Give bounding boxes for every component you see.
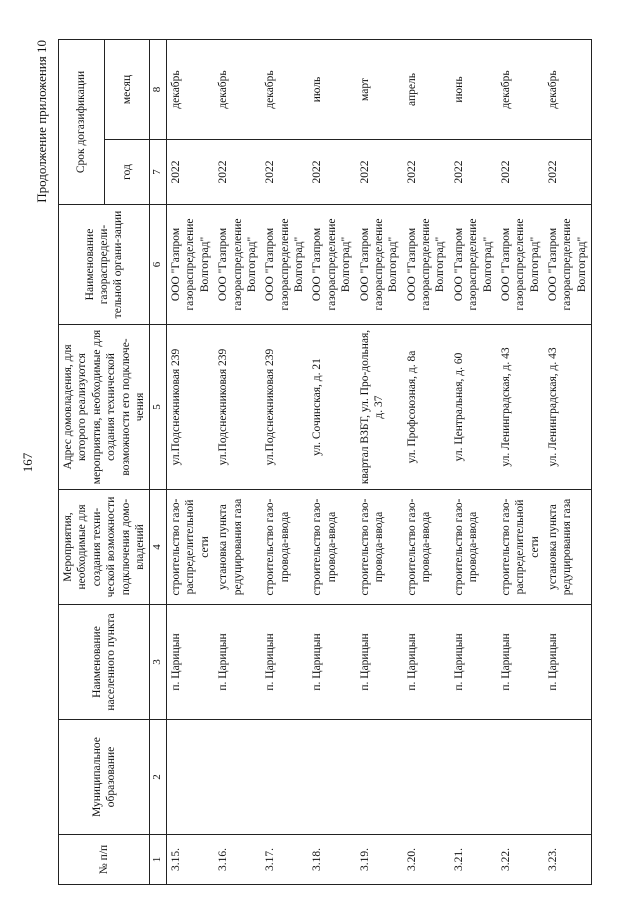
table-row [497, 40, 544, 885]
year-cell: 2022 [497, 140, 544, 205]
header-organization: Наименование газораспредели-тельной органи-зации [59, 205, 150, 325]
municipality-cell [403, 720, 450, 835]
column-number: 6 [150, 205, 167, 325]
measure-cell: строительство газо-провода-ввода [261, 490, 308, 605]
header-row [59, 40, 105, 885]
column-number: 8 [150, 40, 167, 140]
settlement-cell: п. Царицын [450, 605, 497, 720]
column-number: 5 [150, 325, 167, 490]
municipality-cell [214, 720, 261, 835]
column-number: 2 [150, 720, 167, 835]
month-cell: декабрь [497, 40, 544, 140]
year-cell: 2022 [544, 140, 592, 205]
header-municipality: Муниципальное образование [59, 720, 150, 835]
table-row [214, 40, 261, 885]
organization-cell: ООО "Газпром газораспределение Волгоград" [308, 205, 355, 325]
address-cell: ул.Подснежниковая 239 [261, 325, 308, 490]
row-number: 3.18. [308, 835, 355, 885]
year-cell: 2022 [308, 140, 355, 205]
header-year: год [104, 140, 150, 205]
table-row [403, 40, 450, 885]
year-cell: 2022 [261, 140, 308, 205]
measure-cell: строительство газо-распределительной сети [497, 490, 544, 605]
measure-cell: установка пункта редуцирования газа [544, 490, 592, 605]
row-number: 3.21. [450, 835, 497, 885]
settlement-cell: п. Царицын [167, 605, 215, 720]
table-row [261, 40, 308, 885]
month-cell: декабрь [261, 40, 308, 140]
measure-cell: строительство газо-провода-ввода [403, 490, 450, 605]
municipality-cell [167, 720, 215, 835]
month-cell: апрель [403, 40, 450, 140]
municipality-cell [544, 720, 592, 835]
address-cell: ул. Профсоюзная, д. 8а [403, 325, 450, 490]
address-cell: ул.Подснежниковая 239 [214, 325, 261, 490]
column-number: 4 [150, 490, 167, 605]
row-number: 3.20. [403, 835, 450, 885]
municipality-cell [497, 720, 544, 835]
measure-cell: строительство газо-распределительной сети [167, 490, 215, 605]
settlement-cell: п. Царицын [403, 605, 450, 720]
month-cell: декабрь [544, 40, 592, 140]
address-cell: ул.Подснежниковая 239 [167, 325, 215, 490]
address-cell: квартал ВЗБТ, ул. Про-дольная, д. 37 [356, 325, 403, 490]
organization-cell: ООО "Газпром газораспределение Волгоград" [261, 205, 308, 325]
table-row [356, 40, 403, 885]
header-address: Адрес домовладения, для которого реализуются мероприятия, необходимые для создания технической возможности его подключе-чения [59, 325, 150, 490]
settlement-cell: п. Царицын [544, 605, 592, 720]
table-row [308, 40, 355, 885]
municipality-cell [356, 720, 403, 835]
address-cell: ул. Центральная, д. 60 [450, 325, 497, 490]
settlement-cell: п. Царицын [497, 605, 544, 720]
rotated-content [20, 40, 620, 885]
row-number: 3.22. [497, 835, 544, 885]
header-term: Срок догазификации [59, 40, 105, 205]
organization-cell: ООО "Газпром газораспределение Волгоград" [214, 205, 261, 325]
settlement-cell: п. Царицын [261, 605, 308, 720]
settlement-cell: п. Царицын [214, 605, 261, 720]
table-row [450, 40, 497, 885]
organization-cell: ООО "Газпром газораспределение Волгоград" [167, 205, 215, 325]
organization-cell: ООО "Газпром газораспределение Волгоград" [544, 205, 592, 325]
month-cell: декабрь [214, 40, 261, 140]
month-cell: июнь [450, 40, 497, 140]
table-row [544, 40, 592, 885]
organization-cell: ООО "Газпром газораспределение Волгоград" [356, 205, 403, 325]
measure-cell: строительство газо-провода-ввода [308, 490, 355, 605]
gasification-table [58, 39, 592, 885]
row-number: 3.16. [214, 835, 261, 885]
month-cell: июль [308, 40, 355, 140]
row-number: 3.17. [261, 835, 308, 885]
municipality-cell [450, 720, 497, 835]
header-n: № п/п [59, 835, 150, 885]
header-settlement: Наименование населенного пункта [59, 605, 150, 720]
header-month: месяц [104, 40, 150, 140]
municipality-cell [261, 720, 308, 835]
row-number: 3.23. [544, 835, 592, 885]
table-row [167, 40, 215, 885]
row-number: 3.15. [167, 835, 215, 885]
organization-cell: ООО "Газпром газораспределение Волгоград" [403, 205, 450, 325]
year-cell: 2022 [403, 140, 450, 205]
municipality-cell [308, 720, 355, 835]
measure-cell: строительство газо-провода-ввода [356, 490, 403, 605]
settlement-cell: п. Царицын [356, 605, 403, 720]
month-cell: декабрь [167, 40, 215, 140]
address-cell: ул. Сочинская, д. 21 [308, 325, 355, 490]
year-cell: 2022 [356, 140, 403, 205]
row-number: 3.19. [356, 835, 403, 885]
organization-cell: ООО "Газпром газораспределение Волгоград" [497, 205, 544, 325]
year-cell: 2022 [450, 140, 497, 205]
column-number-row [150, 40, 167, 885]
column-number: 7 [150, 140, 167, 205]
settlement-cell: п. Царицын [308, 605, 355, 720]
year-cell: 2022 [167, 140, 215, 205]
page-number: 167 [20, 452, 35, 473]
address-cell: ул. Ленинградская, д. 43 [544, 325, 592, 490]
measure-cell: установка пункта редуцирования газа [214, 490, 261, 605]
month-cell: март [356, 40, 403, 140]
column-number: 3 [150, 605, 167, 720]
organization-cell: ООО "Газпром газораспределение Волгоград" [450, 205, 497, 325]
address-cell: ул. Ленинградская, д. 43 [497, 325, 544, 490]
column-number: 1 [150, 835, 167, 885]
year-cell: 2022 [214, 140, 261, 205]
header-measures: Мероприятия, необходимые для создания техни-ческой возможности подключения домо-владений [59, 490, 150, 605]
continuation-title: Продолжение приложения 10 [34, 40, 49, 203]
measure-cell: строительство газо-провода-ввода [450, 490, 497, 605]
